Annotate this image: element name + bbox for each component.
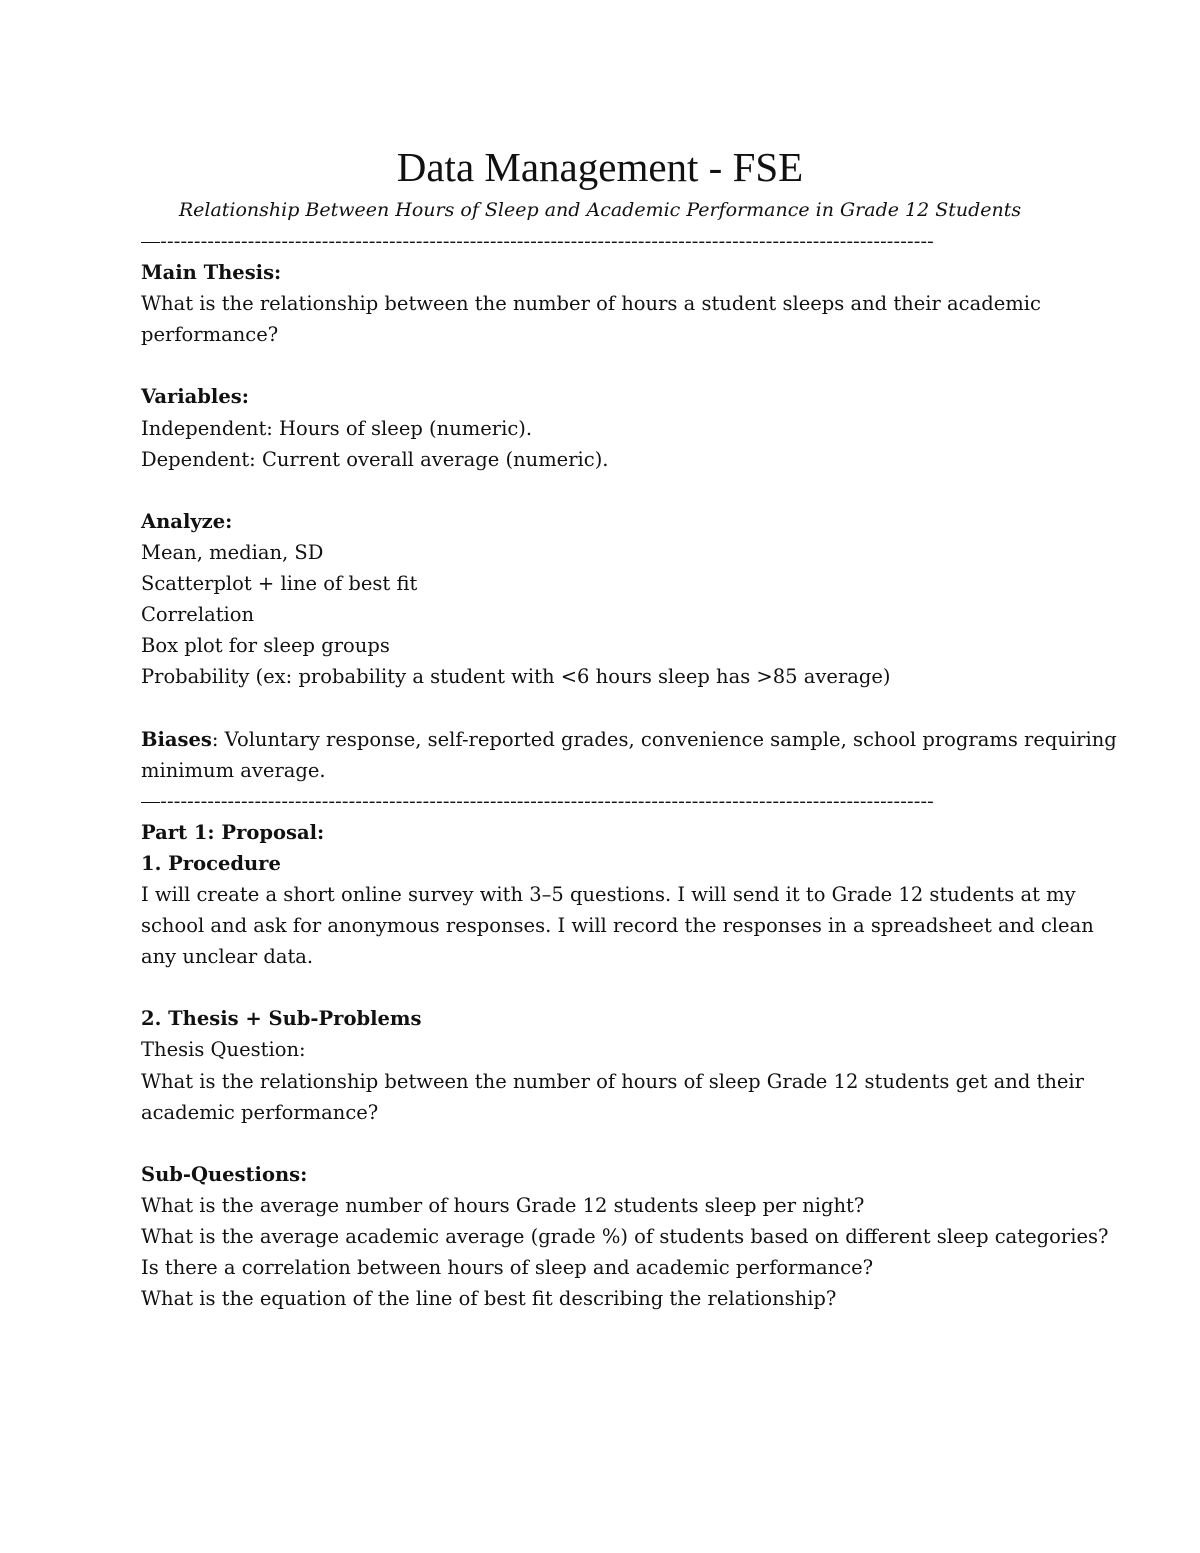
analyze-item: Scatterplot + line of best fit <box>141 572 418 596</box>
sub-question-item: Is there a correlation between hours of sleep and academic performance? <box>141 1256 874 1280</box>
sub-question-item: What is the average number of hours Grade 12 students sleep per night? <box>141 1193 865 1217</box>
part1-heading: Part 1: Proposal: <box>141 820 325 844</box>
spacer <box>141 1128 1071 1159</box>
biases-label: Biases <box>141 727 212 751</box>
spacer <box>141 350 1071 381</box>
procedure-text: any unclear data. <box>141 945 314 969</box>
dependent-variable: Dependent: Current overall average (numeric). <box>141 447 609 471</box>
divider-line: —------------------------------------------------------------------------------------------------------------------- <box>141 231 935 252</box>
main-thesis-text: performance? <box>141 323 279 347</box>
sub-question-item: What is the equation of the line of best fit describing the relationship? <box>141 1287 837 1311</box>
analyze-item: Mean, median, SD <box>141 540 324 564</box>
biases-text-cont: minimum average. <box>141 758 326 782</box>
biases-line <box>141 724 1117 755</box>
thesis-question-text: What is the relationship between the number of hours of sleep Grade 12 students get and their <box>141 1069 1084 1093</box>
spacer <box>141 972 1071 1003</box>
document-body <box>141 226 1117 1314</box>
independent-variable: Independent: Hours of sleep (numeric). <box>141 416 533 440</box>
spacer <box>141 692 1071 723</box>
thesis-question-label: Thesis Question: <box>141 1038 306 1062</box>
variables-heading: Variables: <box>141 385 249 409</box>
procedure-text: school and ask for anonymous responses. I will record the responses in a spreadsheet and clean <box>141 914 1094 938</box>
analyze-heading: Analyze: <box>141 509 233 533</box>
sub-questions-heading: Sub-Questions: <box>141 1162 308 1186</box>
thesis-subproblems-heading: 2. Thesis + Sub-Problems <box>141 1007 422 1031</box>
spacer <box>141 475 1071 506</box>
analyze-item: Correlation <box>141 603 255 627</box>
document-subtitle: Relationship Between Hours of Sleep and Academic Performance in Grade 12 Students <box>178 199 1022 221</box>
analyze-item: Probability (ex: probability a student with <6 hours sleep has >85 average) <box>141 665 891 689</box>
divider-line: —------------------------------------------------------------------------------------------------------------------- <box>141 790 935 812</box>
analyze-item: Box plot for sleep groups <box>141 634 390 658</box>
sub-question-item: What is the average academic average (grade %) of students based on different sleep categories? <box>141 1225 1109 1248</box>
main-thesis-heading: Main Thesis: <box>141 261 282 285</box>
main-thesis-text: What is the relationship between the number of hours a student sleeps and their academic <box>141 292 1041 316</box>
procedure-heading: 1. Procedure <box>141 851 281 875</box>
procedure-text: I will create a short online survey with 3–5 questions. I will send it to Grade 12 students at my <box>141 882 1076 906</box>
biases-text: : Voluntary response, self-reported grades, convenience sample, school programs requiring <box>211 727 1117 751</box>
thesis-question-text: academic performance? <box>141 1100 379 1124</box>
document-title: Data Management - FSE <box>396 144 804 190</box>
